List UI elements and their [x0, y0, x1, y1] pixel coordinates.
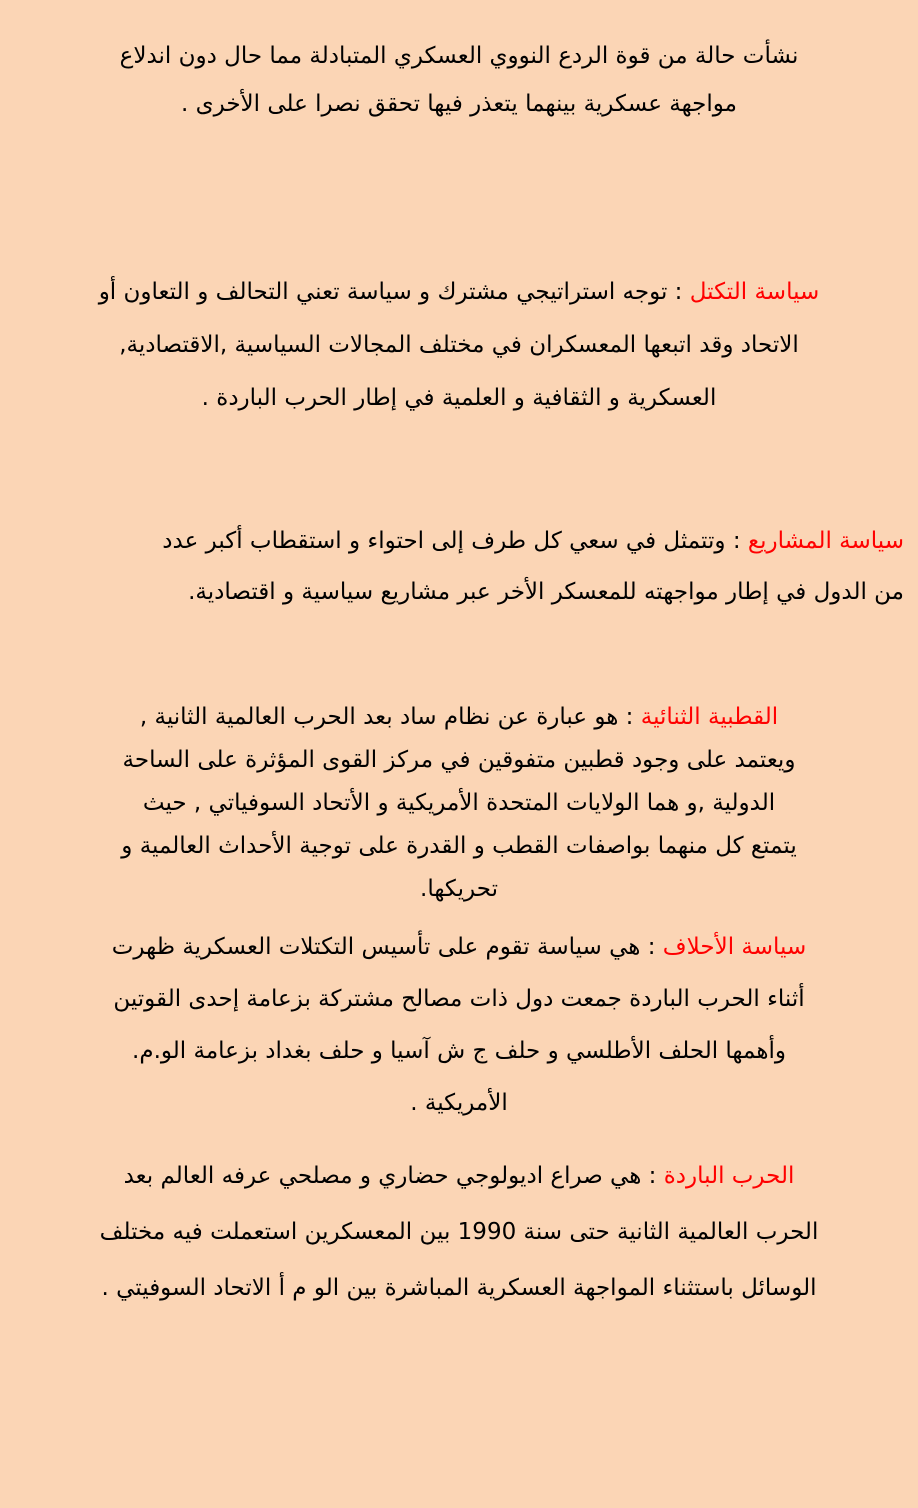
text-line	[14, 516, 904, 567]
text-line: الاتحاد وقد اتبعها المعسكران في مختلف المجالات السياسية ,الاقتصادية,	[119, 332, 799, 358]
text-line: نشأت حالة من قوة الردع النووي العسكري المتبادلة مما حال دون اندلاع	[119, 43, 799, 69]
term-heading: سياسة التكتل	[689, 279, 820, 305]
definition-text: : هي صراع اديولوجي حضاري و مصلحي عرفه العالم بعد	[123, 1163, 664, 1189]
text-line: الوسائل باستثناء المواجهة العسكرية المباشرة بين الو م أ الاتحاد السوفيتي .	[101, 1275, 817, 1301]
text-line: العسكرية و الثقافية و العلمية في إطار الحرب الباردة .	[201, 385, 717, 411]
definition-cold-war	[14, 1148, 904, 1316]
text-line: تحريكها.	[420, 876, 498, 902]
text-line	[14, 921, 904, 973]
text-line: من الدول في إطار مواجهته للمعسكر الأخر عبر مشاريع سياسية و اقتصادية.	[188, 579, 904, 605]
text-line: مواجهة عسكرية بينهما يتعذر فيها تحقق نصرا على الأخرى .	[181, 91, 737, 117]
definition-bipolarity	[14, 696, 904, 911]
text-line	[14, 266, 904, 319]
text-line	[14, 696, 904, 739]
term-heading: القطبية الثنائية	[640, 704, 779, 730]
intro-paragraph	[14, 32, 904, 128]
definition-bloc-policy	[14, 266, 904, 425]
term-heading: سياسة المشاريع	[747, 528, 904, 554]
definition-alliances-policy	[14, 921, 904, 1129]
text-line: وأهمها الحلف الأطلسي و حلف ج ش آسيا و حلف بغداد بزعامة الو.م.	[132, 1038, 786, 1064]
text-line: أثناء الحرب الباردة جمعت دول ذات مصالح مشتركة بزعامة إحدى القوتين	[113, 986, 805, 1012]
definition-text: : توجه استراتيجي مشترك و سياسة تعني التحالف و التعاون أو	[98, 279, 690, 305]
text-line: يتمتع كل منهما بواصفات القطب و القدرة على توجية الأحداث العالمية و	[121, 833, 797, 859]
term-heading: الحرب الباردة	[663, 1163, 795, 1189]
definition-projects-policy	[14, 516, 904, 618]
text-line: ويعتمد على وجود قطبين متفوقين في مركز القوى المؤثرة على الساحة	[122, 747, 796, 773]
text-line: الدولية ,و هما الولايات المتحدة الأمريكية و الأتحاد السوفياتي , حيث	[142, 790, 776, 816]
definition-text: : وتتمثل في سعي كل طرف إلى احتواء و استقطاب أكبر عدد	[162, 528, 748, 554]
text-line: الأمريكية .	[410, 1090, 508, 1116]
text-line: الحرب العالمية الثانية حتى سنة 1990 بين المعسكرين استعملت فيه مختلف	[99, 1219, 819, 1245]
definition-text: : هي سياسة تقوم على تأسيس التكتلات العسكرية ظهرت	[111, 934, 663, 960]
text-line	[14, 1148, 904, 1204]
term-heading: سياسة الأحلاف	[662, 934, 807, 960]
definition-text: : هو عبارة عن نظام ساد بعد الحرب العالمية الثانية ,	[139, 704, 641, 730]
